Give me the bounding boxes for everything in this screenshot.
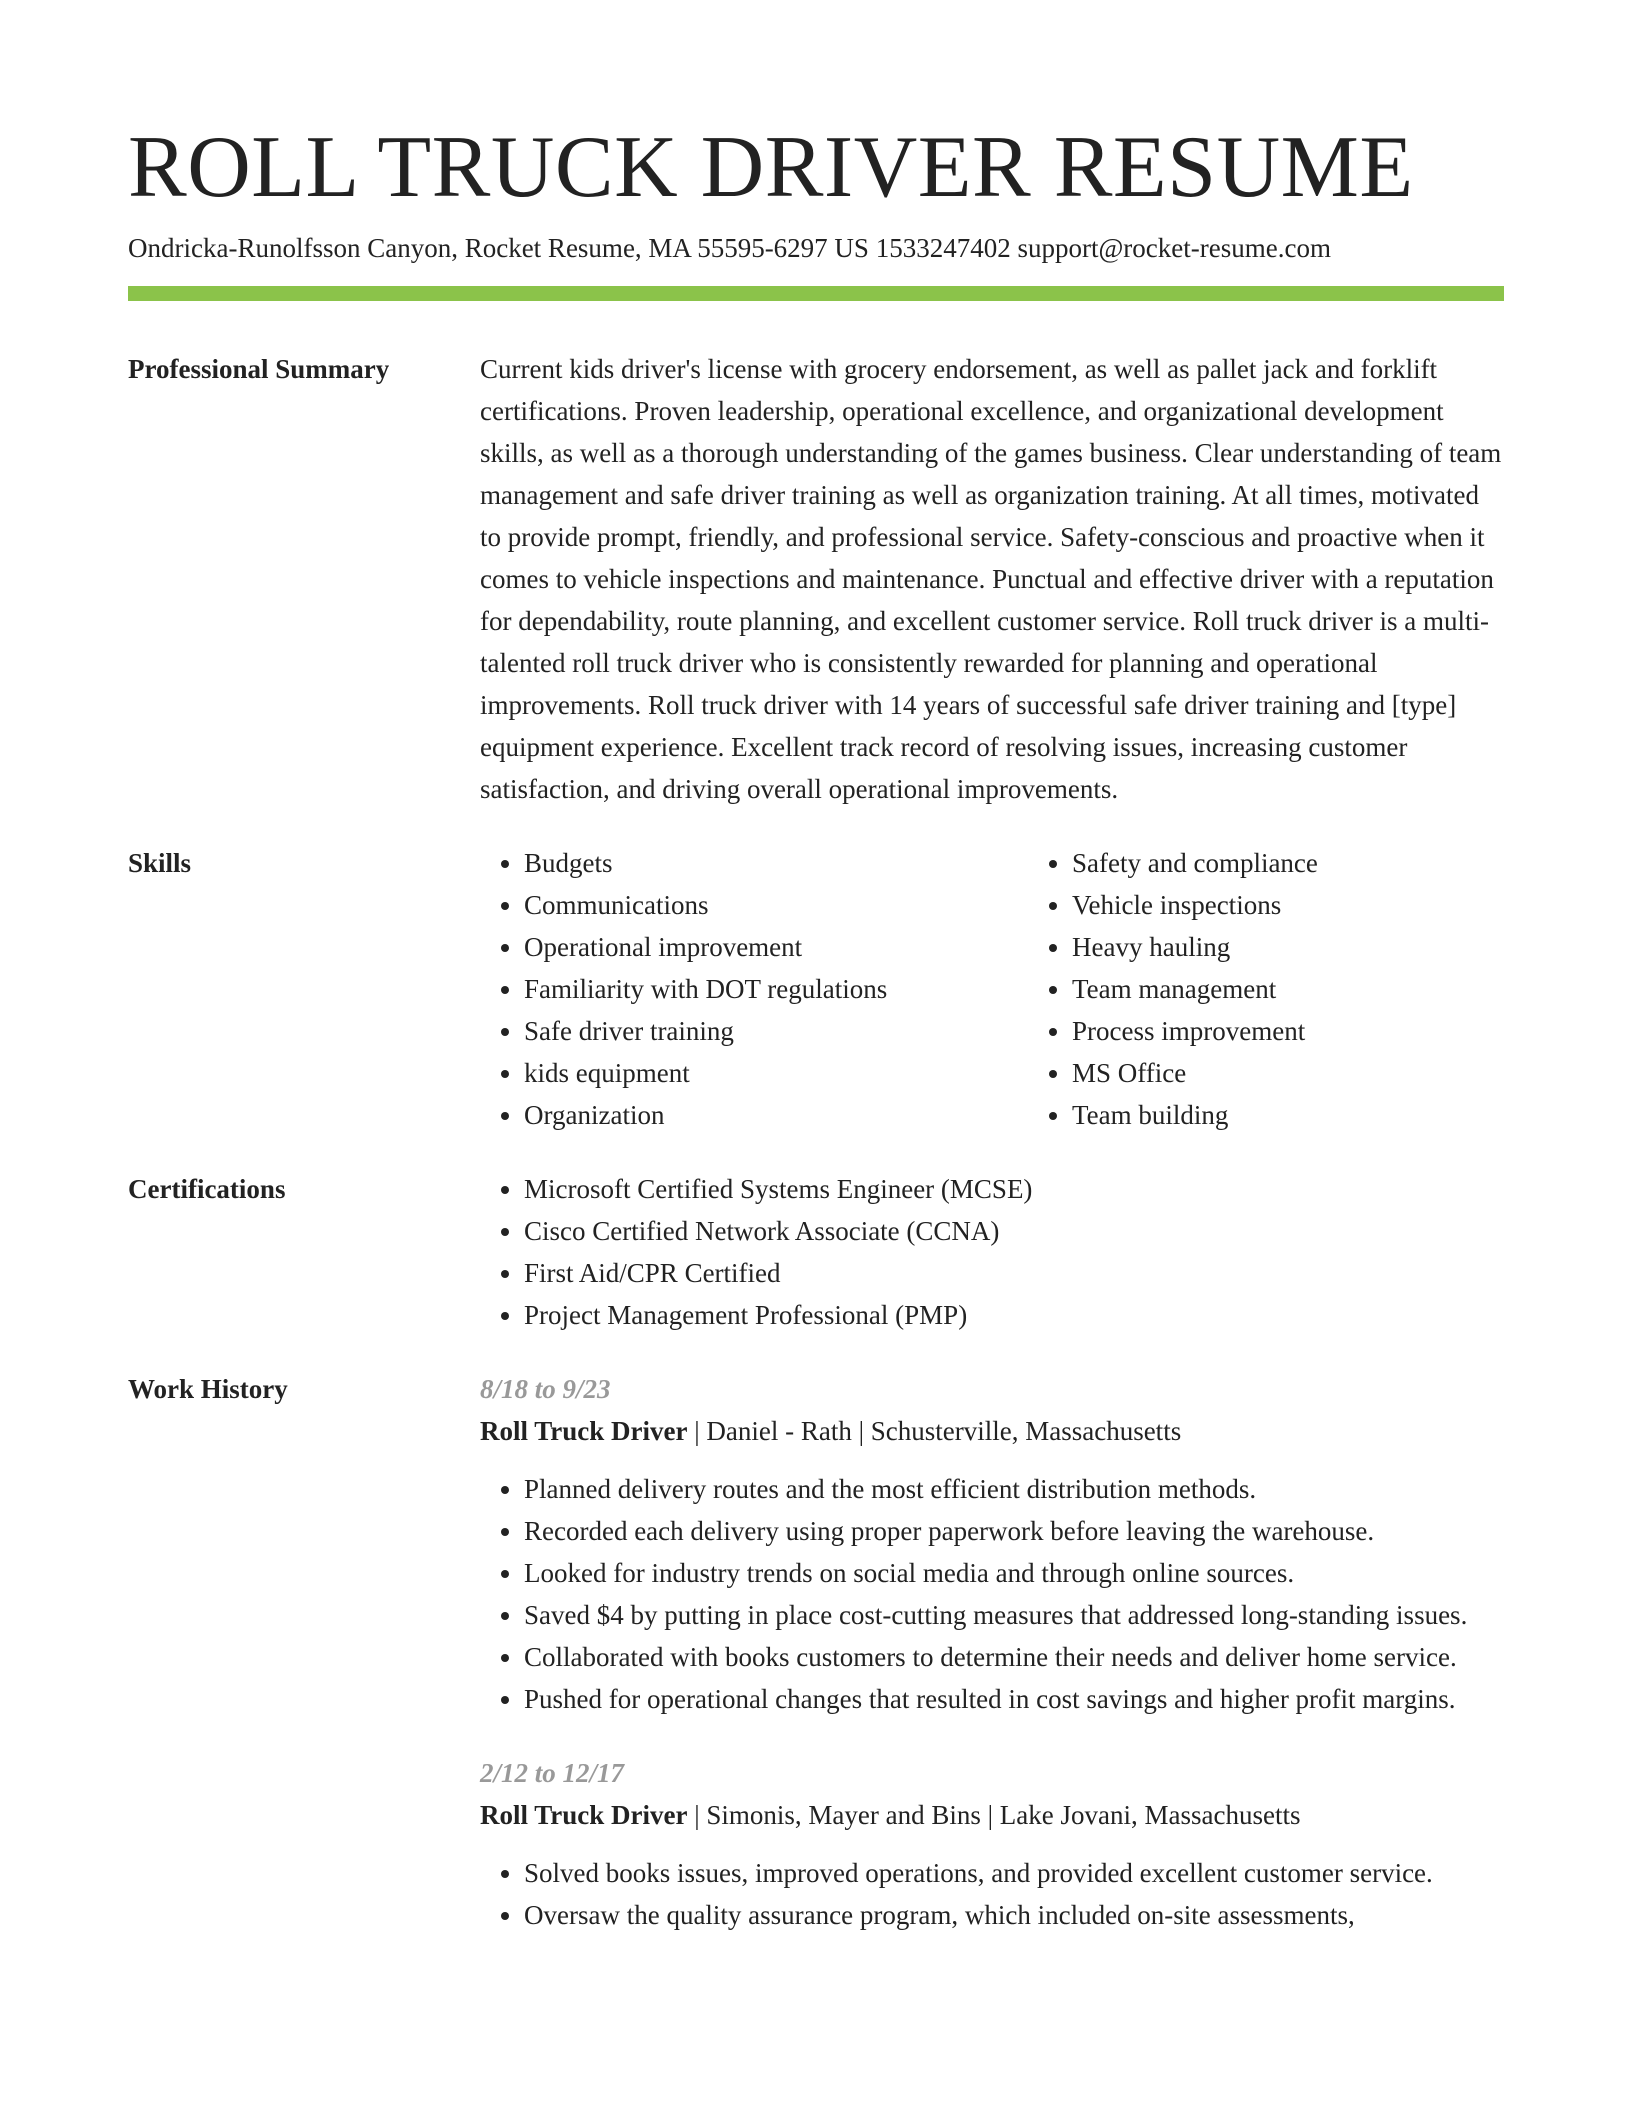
job-heading [480,1794,1504,1836]
job-title: Roll Truck Driver [480,1800,688,1830]
resume-content [128,348,1504,2000]
list-item: • Pushed for operational changes that resulted in cost savings and higher profit margins. [524,1678,1504,1720]
work-history-body [480,1368,1504,1968]
list-item: • Safety and compliance [1072,842,1576,884]
skills-list-left [480,842,1028,1136]
list-item: • Solved books issues, improved operations, and provided excellent customer service. [524,1852,1504,1894]
list-item: • Safe driver training [524,1010,1028,1052]
list-item: • Budgets [524,842,1028,884]
list-item: • Process improvement [1072,1010,1576,1052]
header-divider [128,286,1504,301]
job-bullets [480,1468,1504,1720]
list-item: • Microsoft Certified Systems Engineer (MCSE) [524,1168,1504,1210]
summary-text: Current kids driver's license with grocery endorsement, as well as pallet jack and forklift certifications. Proven leadership, operational excellence, and organizational development skills, as well as a thorough understanding of the games business. Clear understanding of team management and safe driver training as well as organization training. At all times, motivated to provide prompt, friendly, and professional service. Safety-conscious and proactive when it comes to vehicle inspections and maintenance. Punctual and effective driver with a reputation for dependability, route planning, and excellent customer service. Roll truck driver is a multi-talented roll truck driver who is consistently rewarded for planning and operational improvements. Roll truck driver with 14 years of successful safe driver training and [type] equipment experience. Excellent track record of resolving issues, increasing customer satisfaction, and driving overall operational improvements. [480,354,1502,804]
job-details: | Simonis, Mayer and Bins | Lake Jovani, Massachusetts [687,1800,1301,1830]
job-title: Roll Truck Driver [480,1416,688,1446]
list-item: • Oversaw the quality assurance program, which included on-site assessments, [524,1894,1504,1936]
job-entry [480,1368,1504,1720]
list-item: • Collaborated with books customers to determine their needs and deliver home service. [524,1636,1504,1678]
list-item: • Planned delivery routes and the most efficient distribution methods. [524,1468,1504,1510]
section-work-history [128,1368,1504,1968]
job-dates: 2/12 to 12/17 [480,1758,625,1788]
list-item: • Organization [524,1094,1028,1136]
list-item: • Team management [1072,968,1576,1010]
list-item: • Saved $4 by putting in place cost-cutting measures that addressed long-standing issues. [524,1594,1504,1636]
list-item: • Heavy hauling [1072,926,1576,968]
list-item: • Team building [1072,1094,1576,1136]
list-item: • First Aid/CPR Certified [524,1252,1504,1294]
contact-line: Ondricka-Runolfsson Canyon, Rocket Resume, MA 55595-6297 US 1533247402 support@rocket-resume.com [128,233,1331,263]
summary-body [480,348,1504,810]
list-item: • Looked for industry trends on social media and through online sources. [524,1552,1504,1594]
section-label-summary: Professional Summary [128,354,390,384]
page-title: ROLL TRUCK DRIVER RESUME [128,119,1414,216]
section-label-certifications: Certifications [128,1174,286,1204]
job-bullets [480,1852,1504,1936]
section-skills [128,842,1504,1136]
certifications-body [480,1168,1504,1336]
job-entry [480,1752,1504,1936]
list-item: • Recorded each delivery using proper paperwork before leaving the warehouse. [524,1510,1504,1552]
section-label-work-history: Work History [128,1374,288,1404]
list-item: • Cisco Certified Network Associate (CCNA) [524,1210,1504,1252]
list-item: • kids equipment [524,1052,1028,1094]
skills-grid [480,842,1576,1136]
list-item: • Vehicle inspections [1072,884,1576,926]
skills-list-right [1028,842,1576,1136]
job-dates: 8/18 to 9/23 [480,1374,611,1404]
section-certifications [128,1168,1504,1336]
list-item: • Familiarity with DOT regulations [524,968,1028,1010]
list-item: • Communications [524,884,1028,926]
section-summary [128,348,1504,810]
list-item: • Operational improvement [524,926,1028,968]
section-label-skills: Skills [128,848,192,878]
list-item: • Project Management Professional (PMP) [524,1294,1504,1336]
certifications-list [480,1168,1504,1336]
job-heading [480,1410,1504,1452]
job-details: | Daniel - Rath | Schusterville, Massachusetts [687,1416,1182,1446]
list-item: • MS Office [1072,1052,1576,1094]
